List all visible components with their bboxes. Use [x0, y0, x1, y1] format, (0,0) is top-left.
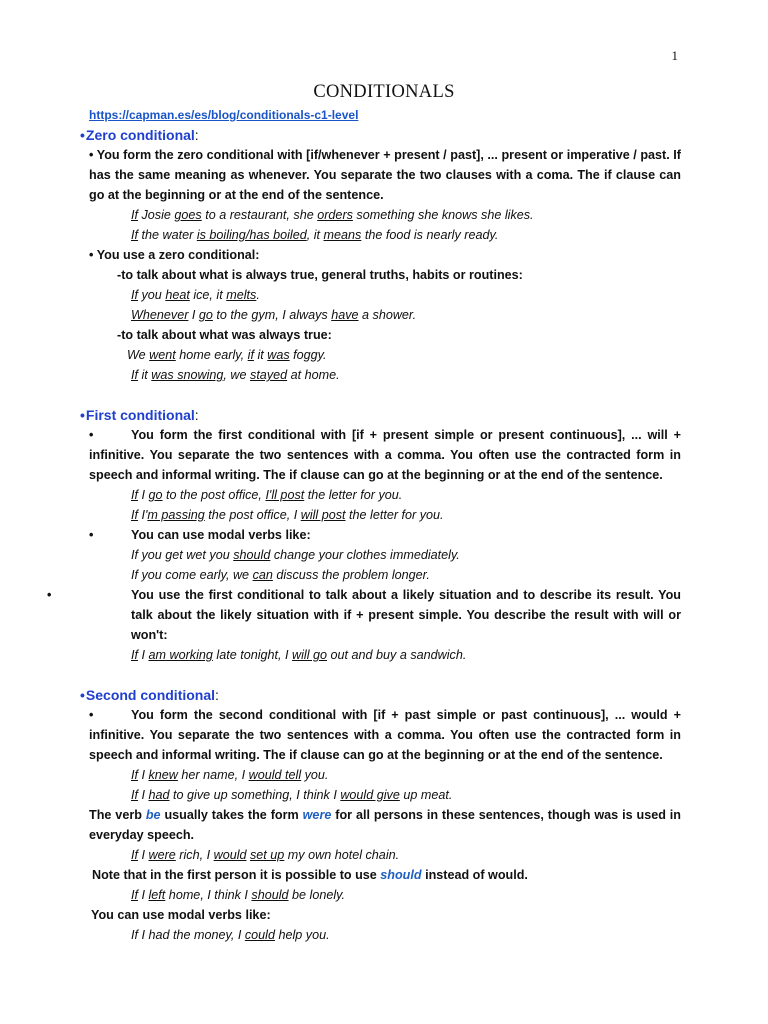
- example-line: If I go to the post office, I'll post the letter for you.: [131, 488, 403, 502]
- example-line: If I had to give up something, I think I would give up meat.: [131, 788, 453, 802]
- source-link[interactable]: https://capman.es/es/blog/conditionals-c1-level: [89, 108, 359, 122]
- example-line: We went home early, if it was foggy.: [127, 348, 327, 362]
- bullet-icon: •: [89, 428, 94, 442]
- page-title: CONDITIONALS: [313, 82, 455, 102]
- example-line: If I left home, I think I should be lonely.: [131, 888, 346, 902]
- zero-form-paragraph: • You form the zero conditional with [if/whenever + present / past], ... present or imperative / past. If has the same meaning as whenever. You separate the two clauses with a coma. The if clause can go at the beginning or at the end of the sentence.: [89, 148, 681, 202]
- bullet-icon: •: [89, 528, 94, 542]
- second-note-line: Note that in the first person it is possible to use should instead of would.: [92, 868, 528, 882]
- zero-use-1: -to talk about what is always true, general truths, habits or routines:: [117, 268, 523, 282]
- bullet-icon: •: [89, 248, 97, 262]
- first-use-paragraph: • You use the first conditional to talk about a likely situation and to describe its result. You talk about the likely situation with if + present simple. You describe the result with will or won't:: [89, 585, 681, 645]
- example-line: If I knew her name, I would tell you.: [131, 768, 329, 782]
- zero-conditional-heading: •Zero conditional:: [80, 127, 199, 143]
- bullet-icon: •: [47, 588, 52, 602]
- bullet-icon: •: [89, 708, 94, 722]
- example-line: If I were rich, I would set up my own hotel chain.: [131, 848, 400, 862]
- second-modal-line: You can use modal verbs like:: [91, 908, 271, 922]
- second-verb-paragraph: The verb be usually takes the form were for all persons in these sentences, though was is used in everyday speech.: [89, 808, 682, 842]
- example-line: If the water is boiling/has boiled, it means the food is nearly ready.: [131, 228, 499, 242]
- example-line: If you get wet you should change your clothes immediately.: [131, 548, 460, 562]
- bullet-icon: •: [89, 148, 97, 162]
- example-line: If I'm passing the post office, I will post the letter for you.: [131, 508, 444, 522]
- example-line: If I had the money, I could help you.: [131, 928, 330, 942]
- first-conditional-heading: •First conditional:: [80, 407, 199, 423]
- second-form-paragraph: • You form the second conditional with [if + past simple or past continuous], ... would + infinitive. You separate the two sentences with a comma. You often use the contracted form in speech and informal writing. The if clause can go at the beginning or at the end of the sentence.: [89, 705, 681, 765]
- example-line: If Josie goes to a restaurant, she orders something she knows she likes.: [131, 208, 534, 222]
- example-line: Whenever I go to the gym, I always have a shower.: [131, 308, 417, 322]
- zero-use-line: • You use a zero conditional:: [89, 248, 260, 262]
- example-line: If it was snowing, we stayed at home.: [131, 368, 340, 382]
- example-line: If I am working late tonight, I will go out and buy a sandwich.: [131, 648, 467, 662]
- example-line: If you heat ice, it melts.: [131, 288, 260, 302]
- bullet-icon: •: [80, 407, 85, 423]
- zero-use-2: -to talk about what was always true:: [117, 328, 332, 342]
- bullet-icon: •: [80, 127, 85, 143]
- bullet-icon: •: [80, 687, 85, 703]
- example-line: If you come early, we can discuss the problem longer.: [131, 568, 430, 582]
- first-modal-line: • You can use modal verbs like:: [89, 525, 681, 545]
- page-number: 1: [671, 48, 678, 63]
- second-conditional-heading: •Second conditional:: [80, 687, 219, 703]
- document-body: [47, 105, 682, 945]
- first-form-paragraph: • You form the first conditional with [if + present simple or present continuous], ... will + infinitive. You separate the two sentences with a comma. You often use the contracted form in speech and informal writing. The if clause can go at the beginning or at the end of the sentence.: [89, 425, 681, 485]
